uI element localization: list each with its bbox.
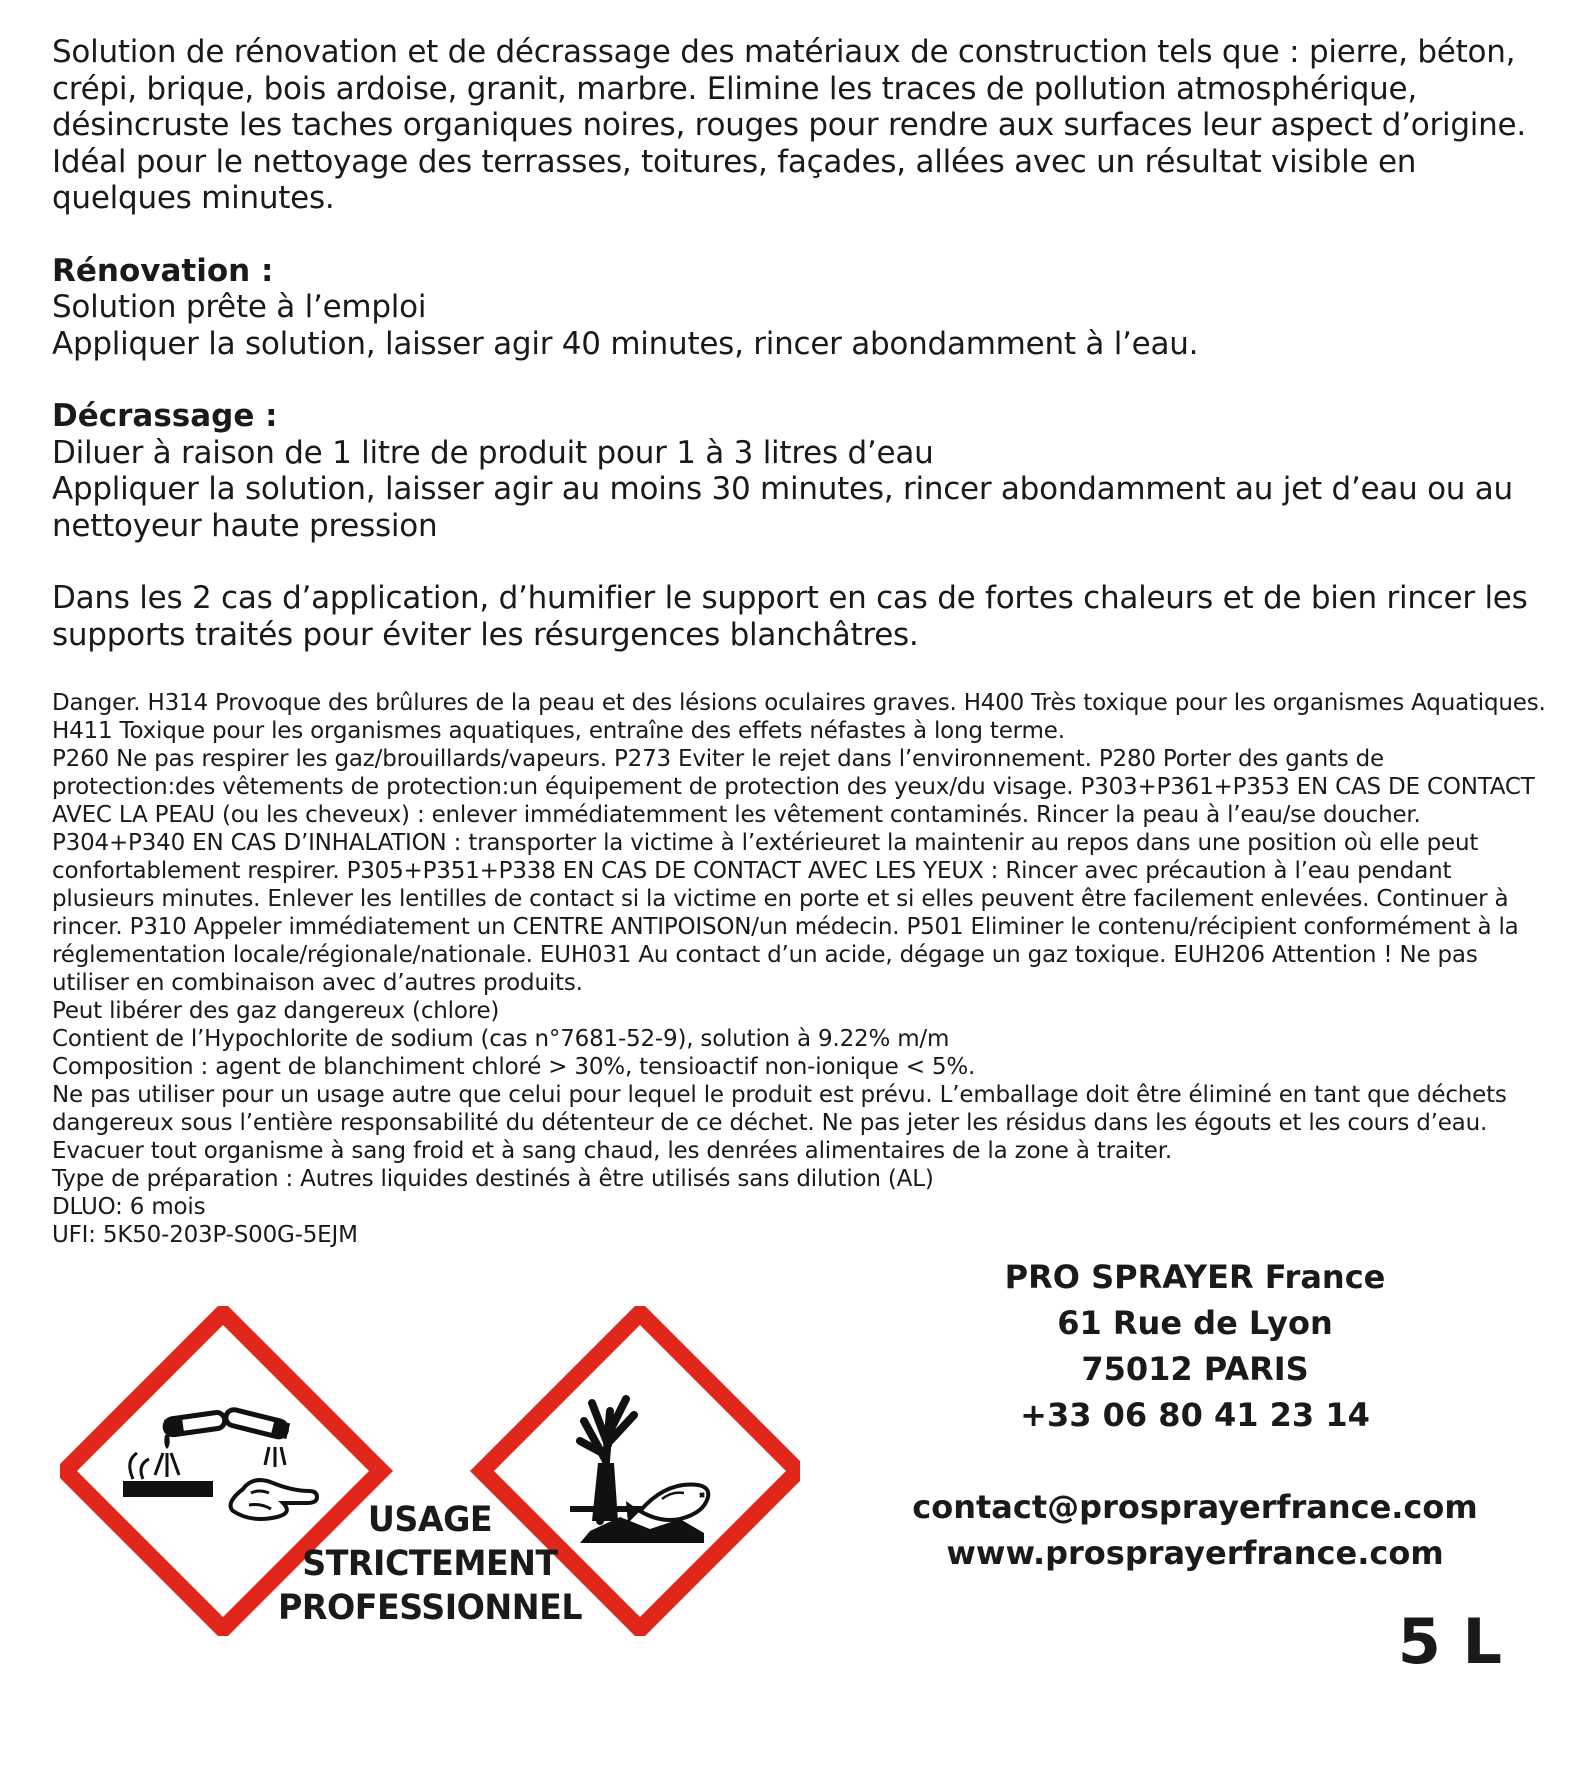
disposal-statement: Ne pas utiliser pour un usage autre que celui pour lequel le produit est prévu. L’emballage doit être éliminé en tant que déchets dangereux sous l’entière responsabilité du détenteur de ce déchet. Ne pas jeter les résidus dans les égouts et les cours d’eau. Evacuer tout organisme à sang froid et à sang chaud, les denrées alimentaires de la zone à traiter. xyxy=(52,1082,1507,1164)
gas-warning: Peut libérer des gaz dangereux (chlore) xyxy=(52,998,500,1024)
decrassage-line: Diluer à raison de 1 litre de produit pour 1 à 3 litres d’eau xyxy=(52,434,934,471)
city: 75012 PARIS xyxy=(1081,1350,1309,1388)
decrassage-title: Décrassage : xyxy=(52,398,278,434)
ufi-code: UFI: 5K50-203P-S00G-5EJM xyxy=(52,1222,358,1248)
renovation-line: Appliquer la solution, laisser agir 40 minutes, rincer abondamment à l’eau. xyxy=(52,325,1199,362)
renovation-title: Rénovation : xyxy=(52,252,274,289)
company-name: PRO SPRAYER France xyxy=(1004,1258,1386,1296)
usage-line: PROFESSIONNEL xyxy=(277,1588,583,1628)
phone-number: +33 06 80 41 23 14 xyxy=(1020,1396,1370,1434)
volume-label: 5 L xyxy=(1397,1605,1502,1678)
usage-line: USAGE xyxy=(367,1500,493,1540)
renovation-section xyxy=(52,253,1552,363)
street-address: 61 Rue de Lyon xyxy=(1057,1304,1333,1342)
dluo: DLUO: 6 mois xyxy=(52,1194,206,1220)
precaution-statements: P260 Ne pas respirer les gaz/brouillards/vapeurs. P273 Eviter le rejet dans l’environnement. P280 Porter des gants de protection:des vêtements de protection:un équipement de protection des yeux/du visage. P303+P361+P353 EN CAS DE CONTACT AVEC LA PEAU (ou les cheveux) : enlever immédiatemment les vêtement contaminés. Rincer la peau à l’eau/se doucher. P304+P340 EN CAS D’INHALATION : transporter la victime à l’extérieuret la maintenir au repos dans une position où elle peut confortablement respirer. P305+P351+P338 EN CAS DE CONTACT AVEC LES YEUX : Rincer avec précaution à l’eau pendant plusieurs minutes. Enlever les lentilles de contact si la victime en porte et si elles peuvent être facilement enlevées. Continuer à rincer. P310 Appeler immédiatement un CENTRE ANTIPOISON/un médecin. P501 Eliminer le contenu/récipient conformément à la réglementation locale/régionale/nationale. EUH031 Au contact d’un acide, dégage un gaz toxique. EUH206 Attention ! Ne pas utiliser en combinaison avec d’autres produits. xyxy=(52,746,1535,996)
legal-notice xyxy=(52,689,1552,1249)
contact-block xyxy=(880,1254,1510,1576)
contains-statement: Contient de l’Hypochlorite de sodium (cas n°7681-52-9), solution à 9.22% m/m xyxy=(52,1026,950,1052)
label-text xyxy=(52,34,1552,1249)
preparation-type: Type de préparation : Autres liquides destinés à être utilisés sans dilution (AL) xyxy=(52,1166,934,1192)
professional-use-notice xyxy=(259,1498,601,1630)
decrassage-line: Appliquer la solution, laisser agir au moins 30 minutes, rincer abondamment au jet d’eau ou au nettoyeur haute pression xyxy=(52,471,1513,544)
closing-paragraph: Dans les 2 cas d’application, d’humifier le support en cas de fortes chaleurs et de bien rincer les supports traités pour éviter les résurgences blanchâtres. xyxy=(52,580,1528,653)
usage-line: STRICTEMENT xyxy=(302,1544,558,1584)
decrassage-section xyxy=(52,398,1552,544)
renovation-line: Solution prête à l’emploi xyxy=(52,289,427,325)
website-link[interactable]: www.prosprayerfrance.com xyxy=(946,1534,1444,1572)
composition-statement: Composition : agent de blanchiment chloré > 30%, tensioactif non-ionique < 5%. xyxy=(52,1054,976,1080)
hazard-statements: Danger. H314 Provoque des brûlures de la peau et des lésions oculaires graves. H400 Très toxique pour les organismes Aquatiques. H411 Toxique pour les organismes aquatiques, entraîne des effets néfastes à long terme. xyxy=(52,690,1546,744)
email-link[interactable]: contact@prosprayerfrance.com xyxy=(912,1488,1478,1526)
intro-paragraph: Solution de rénovation et de décrassage des matériaux de construction tels que : pierre, béton, crépi, brique, bois ardoise, granit, marbre. Elimine les traces de pollution atmosphérique, désincruste les taches organiques noires, rouges pour rendre aux surfaces leur aspect d’origine. Idéal pour le nettoyage des terrasses, toitures, façades, allées avec un résultat visible en quelques minutes. xyxy=(52,34,1526,216)
